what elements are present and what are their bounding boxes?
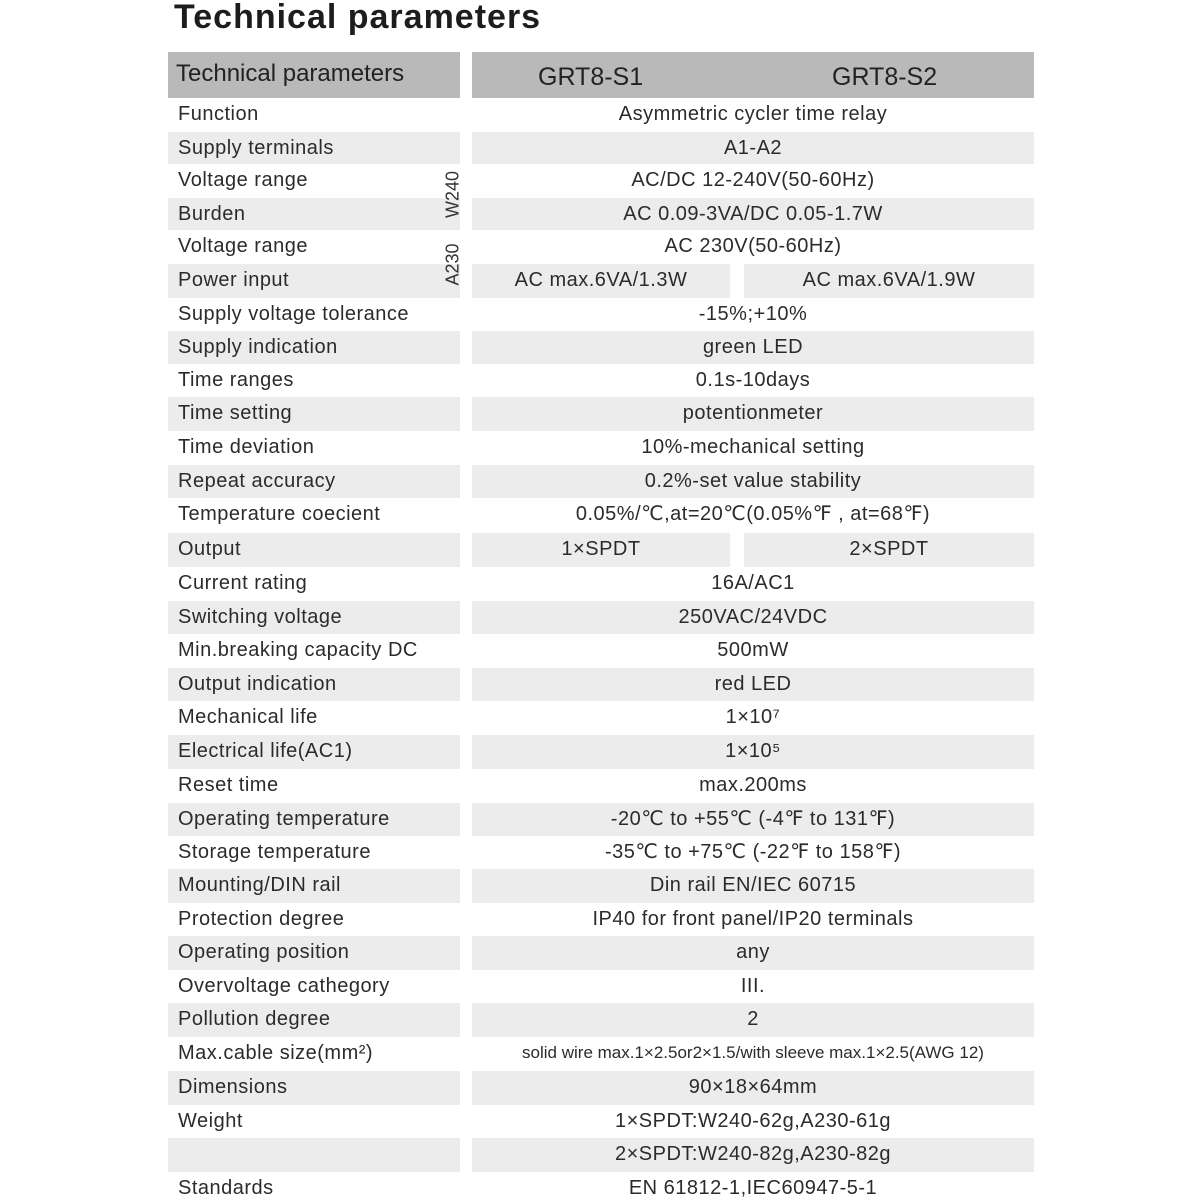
row-value: red LED	[472, 668, 1034, 701]
row-value: solid wire max.1×2.5or2×1.5/with sleeve max.1×2.5(AWG 12)	[522, 1043, 984, 1062]
table-row	[168, 803, 1034, 836]
table-row	[168, 264, 1034, 298]
row-value: AC max.6VA/1.9W	[744, 264, 1034, 298]
table-row	[168, 465, 1034, 498]
row-label: Weight	[178, 1110, 243, 1132]
model-grt8-s2: GRT8-S2	[832, 63, 938, 91]
row-label: Standards	[178, 1177, 274, 1199]
table-row	[168, 198, 1034, 230]
model-grt8-s1: GRT8-S1	[538, 63, 644, 91]
table-row	[168, 668, 1034, 701]
row-value: 90×18×64mm	[472, 1071, 1034, 1105]
row-value: any	[472, 936, 1034, 970]
row-value: 500mW	[717, 639, 789, 661]
row-label: Supply voltage tolerance	[178, 303, 410, 325]
table-row	[168, 903, 1034, 936]
table-body	[168, 98, 1034, 1204]
row-value: -20℃ to +55℃ (-4℉ to 131℉)	[472, 803, 1034, 836]
row-value: 1×10⁷	[725, 706, 781, 728]
row-value: 0.2%-set value stability	[472, 465, 1034, 498]
row-value: 2×SPDT:W240-82g,A230-82g	[472, 1138, 1034, 1172]
row-label: Pollution degree	[168, 1003, 460, 1037]
row-value: 16A/AC1	[711, 572, 795, 594]
table-row	[168, 869, 1034, 903]
row-value: AC max.6VA/1.3W	[472, 264, 730, 298]
row-label: Supply indication	[168, 331, 460, 364]
row-value: green LED	[472, 331, 1034, 364]
table-row	[168, 1037, 1034, 1071]
row-label: Voltage range	[178, 169, 308, 191]
row-value: 2	[472, 1003, 1034, 1037]
page-title: Technical parameters	[174, 0, 542, 36]
row-label: Power input	[168, 264, 460, 298]
table-row	[168, 431, 1034, 465]
row-value: A1-A2	[472, 132, 1034, 164]
table-row	[168, 836, 1034, 869]
table-row	[168, 98, 1034, 132]
row-label: Mounting/DIN rail	[168, 869, 460, 903]
row-value: Din rail EN/IEC 60715	[472, 869, 1034, 903]
table-row	[168, 132, 1034, 164]
row-value: 10%-mechanical setting	[641, 436, 865, 458]
row-label: Operating temperature	[168, 803, 460, 836]
row-label: Function	[178, 103, 259, 125]
table-row	[168, 936, 1034, 970]
row-label: Switching voltage	[168, 601, 460, 634]
group-label-w240: W240	[442, 170, 463, 219]
row-label: Dimensions	[168, 1071, 460, 1105]
table-row	[168, 970, 1034, 1003]
table-row	[168, 164, 1034, 198]
table-row	[168, 364, 1034, 397]
row-value: 2×SPDT	[744, 533, 1034, 567]
table-row	[168, 735, 1034, 769]
row-label: Reset time	[178, 774, 279, 796]
table-row	[168, 533, 1034, 567]
row-label: Time ranges	[178, 369, 294, 391]
row-label: Supply terminals	[168, 132, 460, 164]
row-value: AC 0.09-3VA/DC 0.05-1.7W	[472, 198, 1034, 230]
header-label: Technical parameters	[168, 52, 460, 98]
table-row	[168, 1105, 1034, 1138]
row-value: AC 230V(50-60Hz)	[664, 235, 842, 257]
row-value: Asymmetric cycler time relay	[618, 103, 888, 125]
row-label: Electrical life(AC1)	[168, 735, 460, 769]
row-value: 1×SPDT:W240-62g,A230-61g	[614, 1110, 892, 1132]
table-row	[168, 331, 1034, 364]
row-label: Output	[168, 533, 460, 567]
table-row	[168, 230, 1034, 264]
table-row	[168, 1003, 1034, 1037]
row-label: Time setting	[168, 397, 460, 431]
row-value: 1×10⁵	[472, 735, 1034, 769]
row-label: Overvoltage cathegory	[178, 975, 390, 997]
row-label: Repeat accuracy	[168, 465, 460, 498]
row-label: Output indication	[168, 668, 460, 701]
table-row	[168, 1172, 1034, 1204]
row-value: max.200ms	[699, 774, 807, 796]
row-value: III.	[740, 975, 766, 997]
row-value: IP40 for front panel/IP20 terminals	[592, 908, 914, 930]
header-models	[472, 52, 1034, 98]
table-header	[168, 52, 1034, 98]
table-row	[168, 1071, 1034, 1105]
row-value: 0.1s-10days	[695, 369, 811, 391]
row-label: Burden	[168, 198, 460, 230]
table-row	[168, 298, 1034, 331]
row-value: AC/DC 12-240V(50-60Hz)	[631, 169, 875, 191]
row-label: Operating position	[168, 936, 460, 970]
row-value: 1×SPDT	[472, 533, 730, 567]
row-label: Mechanical life	[178, 706, 318, 728]
row-label: Max.cable size(mm²)	[178, 1042, 374, 1064]
row-value: potentionmeter	[472, 397, 1034, 431]
table-row	[168, 601, 1034, 634]
row-label: Voltage range	[178, 235, 308, 257]
row-label: Min.breaking capacity DC	[178, 639, 418, 661]
row-value: 250VAC/24VDC	[472, 601, 1034, 634]
table-row	[168, 634, 1034, 668]
table-row	[168, 498, 1034, 533]
table-row	[168, 1138, 1034, 1172]
technical-parameters-table	[168, 52, 1034, 1204]
row-value: -35℃ to +75℃ (-22℉ to 158℉)	[604, 841, 902, 863]
row-label: Temperature coecient	[178, 503, 381, 525]
table-row	[168, 567, 1034, 601]
table-row	[168, 769, 1034, 803]
row-value: -15%;+10%	[698, 303, 808, 325]
group-label-a230: A230	[442, 243, 463, 286]
row-label: Protection degree	[178, 908, 345, 930]
table-row	[168, 397, 1034, 431]
row-value: EN 61812-1,IEC60947-5-1	[628, 1177, 878, 1199]
row-label: Time deviation	[178, 436, 315, 458]
row-value: 0.05%/℃,at=20℃(0.05%℉ , at=68℉)	[575, 503, 931, 525]
table-row	[168, 701, 1034, 735]
row-label	[168, 1138, 460, 1172]
row-label: Current rating	[178, 572, 308, 594]
row-label: Storage temperature	[178, 841, 371, 863]
